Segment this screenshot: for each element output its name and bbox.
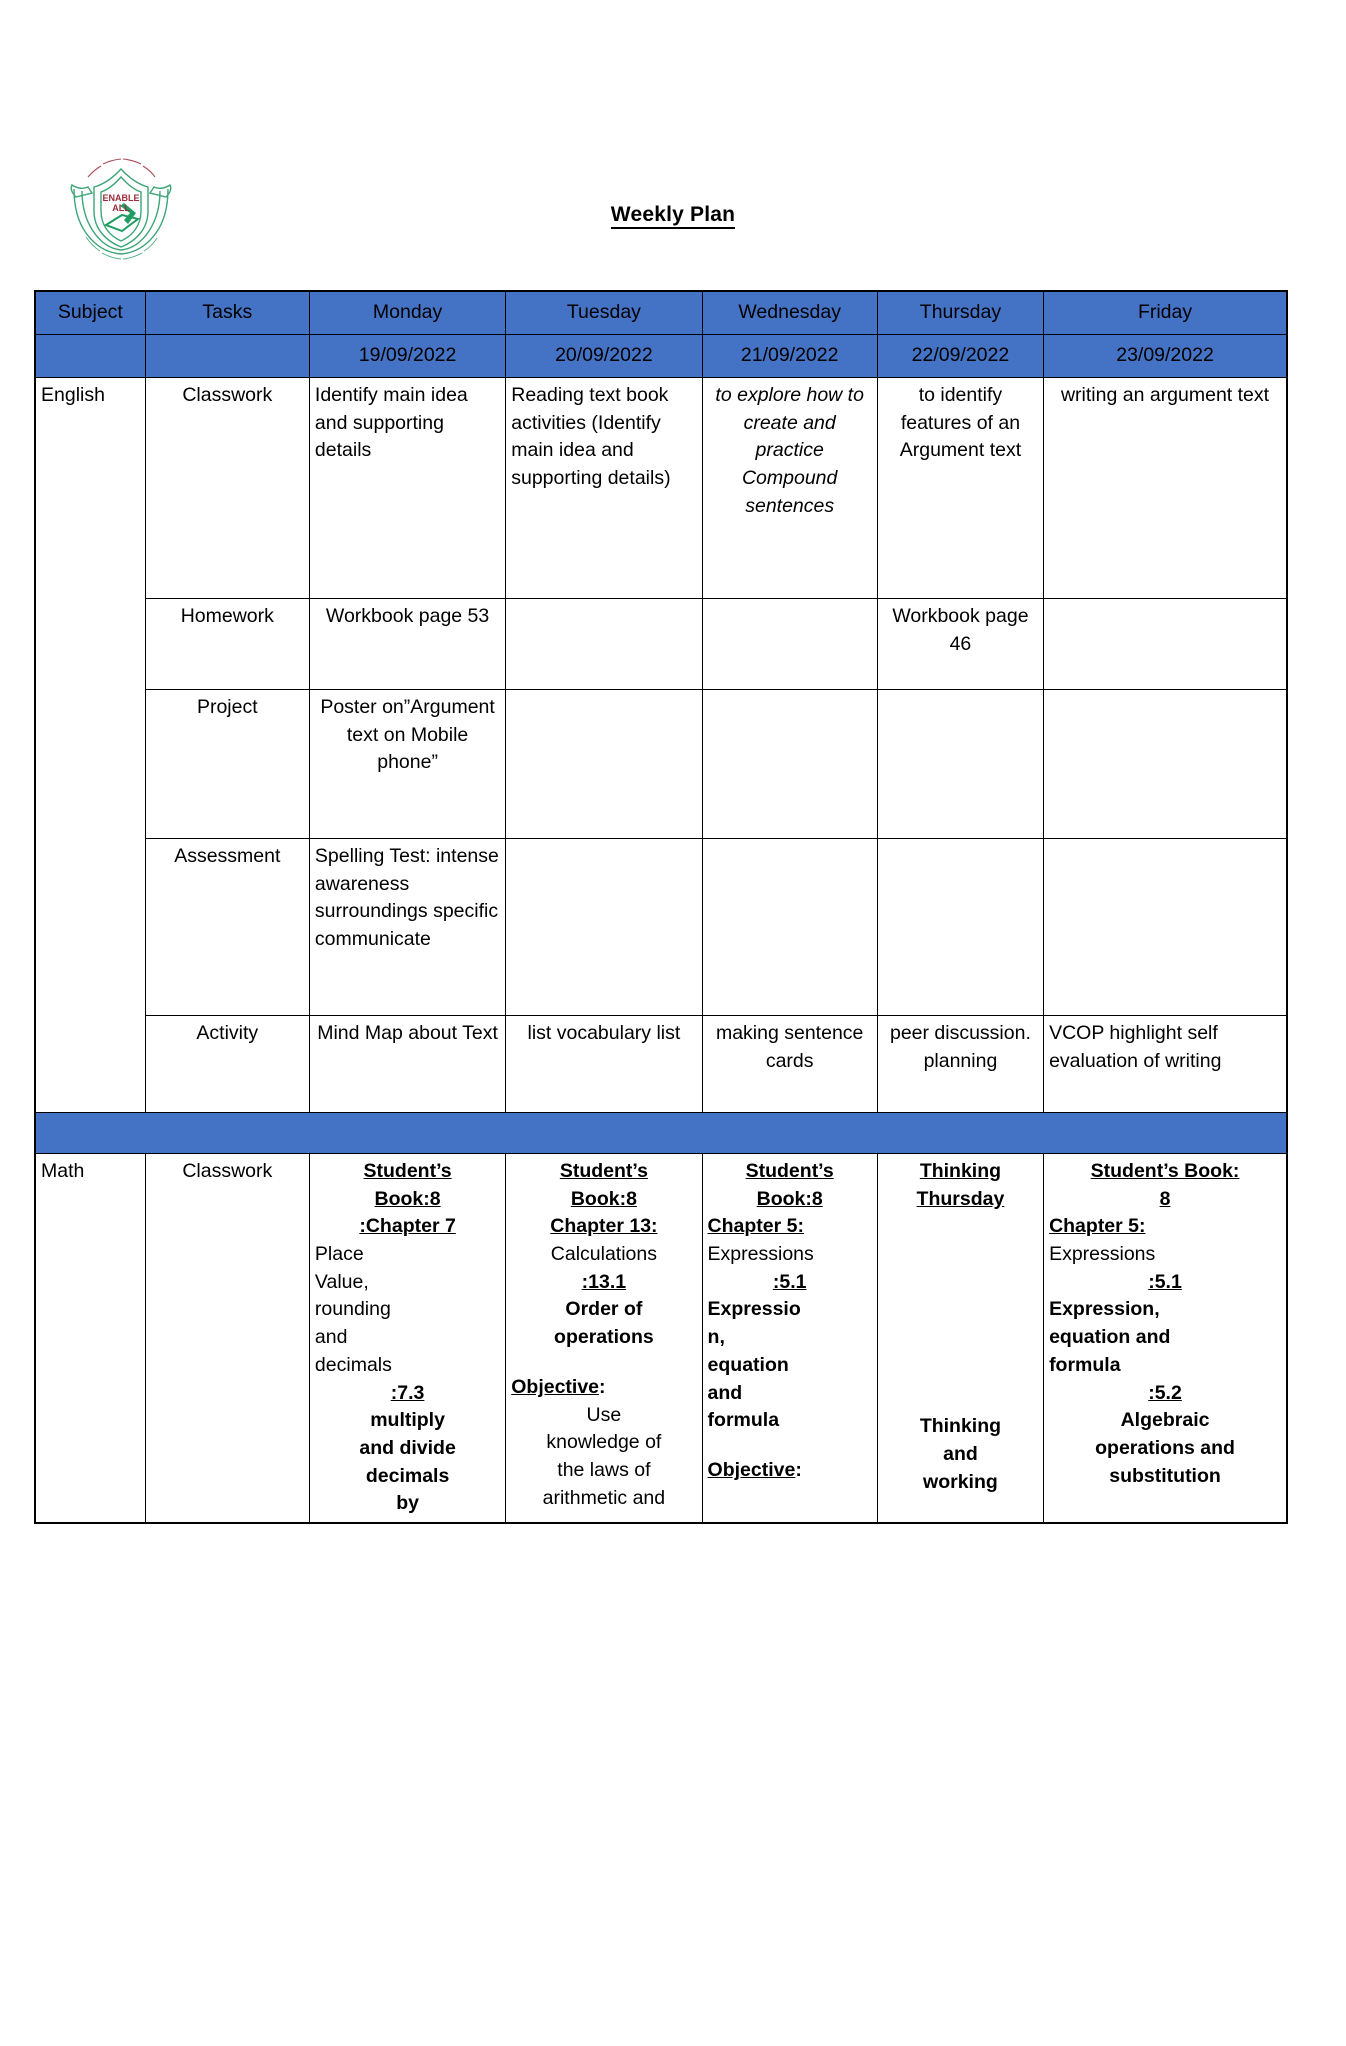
math-tue-line-1: Student’s	[559, 1160, 648, 1182]
math-mon-line-9: :7.3	[390, 1381, 425, 1404]
header-date-monday: 19/09/2022	[309, 335, 505, 378]
header-date-friday: 23/09/2022	[1044, 335, 1287, 378]
math-mon-line-5: Value,	[314, 1270, 369, 1293]
math-wed-line-1: Student’s	[745, 1160, 834, 1182]
math-mon-line-7: and	[314, 1326, 348, 1349]
weekly-plan-page	[0, 145, 1346, 2046]
cell-english-activity-thursday: peer discussion. planning	[877, 1016, 1043, 1113]
table-row-math-classwork	[35, 1154, 1287, 1523]
separator-bar	[35, 1113, 1287, 1154]
cell-english-activity-monday: Mind Map about Text	[309, 1016, 505, 1113]
header-wednesday: Wednesday	[702, 291, 877, 335]
math-thu-line-4: and	[943, 1443, 978, 1466]
math-tue-line-9: Use	[586, 1403, 622, 1426]
math-mon-line-8: decimals	[314, 1353, 392, 1376]
math-fri-line-8: formula	[1049, 1353, 1121, 1376]
math-mon-line-3: :Chapter 7	[359, 1215, 456, 1238]
table-section-separator	[35, 1113, 1287, 1154]
cell-math-classwork-wednesday	[702, 1154, 877, 1523]
header-date-wednesday: 21/09/2022	[702, 335, 877, 378]
header-subject: Subject	[35, 291, 145, 335]
math-wed-line-9: and	[707, 1381, 743, 1404]
math-tue-objective-label: Objective	[511, 1375, 600, 1398]
cell-english-project-thursday	[877, 690, 1043, 839]
math-tue-objective-colon: :	[599, 1375, 606, 1398]
page-title: Weekly Plan	[0, 203, 1346, 227]
math-tue-line-2: Book:8	[570, 1187, 637, 1210]
math-fri-line-3: Chapter 5:	[1049, 1215, 1146, 1238]
document-header	[0, 145, 1346, 290]
table-row-english-project	[35, 690, 1287, 839]
task-assessment: Assessment	[145, 839, 309, 1016]
header-date-tuesday: 20/09/2022	[506, 335, 702, 378]
math-fri-line-12: substitution	[1109, 1464, 1221, 1487]
math-fri-line-10: Algebraic	[1120, 1409, 1210, 1432]
cell-english-homework-tuesday	[506, 599, 702, 690]
math-tue-line-3: Chapter 13:	[550, 1215, 658, 1238]
math-wed-objective-colon: :	[795, 1458, 802, 1481]
math-thu-line-1: Thinking	[919, 1160, 1002, 1182]
math-tue-line-12: arithmetic and	[542, 1486, 666, 1509]
math-mon-line-13: by	[396, 1492, 419, 1515]
cell-english-assessment-monday: Spelling Test: intense awareness surroundings specific communicate	[309, 839, 505, 1016]
cell-english-classwork-monday: Identify main idea and supporting details	[309, 378, 505, 599]
subject-english: English	[35, 378, 145, 1113]
math-fri-line-5: :5.1	[1148, 1270, 1182, 1293]
math-wed-objective-line	[708, 1457, 872, 1485]
cell-english-homework-friday	[1044, 599, 1287, 690]
header-thursday: Thursday	[877, 291, 1043, 335]
task-homework: Homework	[145, 599, 309, 690]
header-date-thursday: 22/09/2022	[877, 335, 1043, 378]
task-activity: Activity	[145, 1016, 309, 1113]
cell-english-assessment-tuesday	[506, 839, 702, 1016]
math-fri-line-7: equation and	[1049, 1326, 1171, 1349]
math-wed-spacer	[708, 1435, 872, 1457]
header-date-subject-blank	[35, 335, 145, 378]
cell-english-homework-thursday: Workbook page 46	[877, 599, 1043, 690]
math-tue-line-10: knowledge of	[546, 1431, 662, 1454]
math-tue-line-4: Calculations	[550, 1243, 657, 1266]
task-project: Project	[145, 690, 309, 839]
math-wed-objective-label: Objective	[707, 1458, 796, 1481]
math-wed-line-10: formula	[707, 1409, 780, 1432]
cell-english-classwork-tuesday: Reading text book activities (Identify main idea and supporting details)	[506, 378, 702, 599]
cell-english-classwork-friday: writing an argument text	[1044, 378, 1287, 599]
math-fri-line-2: 8	[1159, 1187, 1171, 1210]
cell-english-homework-monday: Workbook page 53	[309, 599, 505, 690]
cell-english-assessment-friday	[1044, 839, 1287, 1016]
logo-text-enable: ENABLE	[102, 193, 140, 203]
cell-english-project-wednesday	[702, 690, 877, 839]
math-wed-line-8: equation	[707, 1353, 789, 1376]
table-row-english-classwork	[35, 378, 1287, 599]
table-header-days	[35, 291, 1287, 335]
cell-math-classwork-monday	[309, 1154, 505, 1523]
math-mon-line-11: and divide	[359, 1436, 456, 1459]
math-tue-line-11: the laws of	[557, 1458, 651, 1481]
cell-english-project-tuesday	[506, 690, 702, 839]
header-friday: Friday	[1044, 291, 1287, 335]
math-fri-line-6: Expression,	[1049, 1298, 1160, 1321]
math-mon-line-12: decimals	[365, 1464, 450, 1487]
task-classwork: Classwork	[145, 378, 309, 599]
header-monday: Monday	[309, 291, 505, 335]
math-fri-line-1: Student’s Book:	[1090, 1160, 1240, 1182]
math-tue-line-6: Order of	[565, 1298, 643, 1321]
math-tue-line-7: operations	[554, 1326, 654, 1349]
math-thu-line-3: Thinking	[919, 1415, 1002, 1438]
math-thu-line-2: Thursday	[916, 1187, 1005, 1210]
math-tue-line-5: :13.1	[581, 1270, 627, 1293]
cell-math-classwork-thursday	[877, 1154, 1043, 1523]
table-row-english-activity	[35, 1016, 1287, 1113]
cell-english-assessment-thursday	[877, 839, 1043, 1016]
math-mon-line-6: rounding	[314, 1298, 391, 1321]
cell-english-activity-tuesday: list vocabulary list	[506, 1016, 702, 1113]
logo-text-all: ALL	[112, 203, 130, 213]
math-mon-line-4: Place	[314, 1243, 364, 1266]
table-header-dates	[35, 335, 1287, 378]
weekly-plan-table	[34, 290, 1288, 1524]
math-wed-line-5: :5.1	[772, 1270, 807, 1293]
math-fri-line-4: Expressions	[1049, 1243, 1156, 1266]
cell-english-classwork-wednesday: to explore how to create and practice Compound sentences	[702, 378, 877, 599]
subject-math: Math	[35, 1154, 145, 1523]
table-row-english-homework	[35, 599, 1287, 690]
cell-english-activity-friday: VCOP highlight self evaluation of writing	[1044, 1016, 1287, 1113]
math-mon-line-1: Student’s	[363, 1160, 452, 1182]
math-wed-line-2: Book:8	[756, 1187, 823, 1210]
header-tuesday: Tuesday	[506, 291, 702, 335]
math-thu-line-5: working	[923, 1470, 998, 1493]
math-wed-line-7: n,	[707, 1326, 725, 1349]
math-tue-spacer	[511, 1352, 696, 1374]
math-wed-line-3: Chapter 5:	[707, 1215, 804, 1238]
cell-english-classwork-thursday: to identify features of an Argument text	[877, 378, 1043, 599]
math-wed-line-4: Expressions	[707, 1243, 814, 1266]
math-mon-line-2: Book:8	[374, 1187, 441, 1210]
math-fri-line-9: :5.2	[1148, 1381, 1182, 1404]
cell-english-project-monday: Poster on”Argument text on Mobile phone”	[309, 690, 505, 839]
cell-english-activity-wednesday: making sentence cards	[702, 1016, 877, 1113]
cell-math-classwork-friday	[1044, 1154, 1287, 1523]
cell-english-homework-wednesday	[702, 599, 877, 690]
math-tue-objective-line	[511, 1374, 696, 1402]
math-thu-spacer	[883, 1213, 1038, 1413]
math-wed-line-6: Expressio	[707, 1298, 801, 1321]
math-mon-line-10: multiply	[370, 1409, 445, 1432]
task-math-classwork: Classwork	[145, 1154, 309, 1523]
header-date-tasks-blank	[145, 335, 309, 378]
header-tasks: Tasks	[145, 291, 309, 335]
cell-english-assessment-wednesday	[702, 839, 877, 1016]
math-fri-line-11: operations and	[1095, 1436, 1235, 1459]
cell-math-classwork-tuesday	[506, 1154, 702, 1523]
table-row-english-assessment	[35, 839, 1287, 1016]
cell-english-project-friday	[1044, 690, 1287, 839]
